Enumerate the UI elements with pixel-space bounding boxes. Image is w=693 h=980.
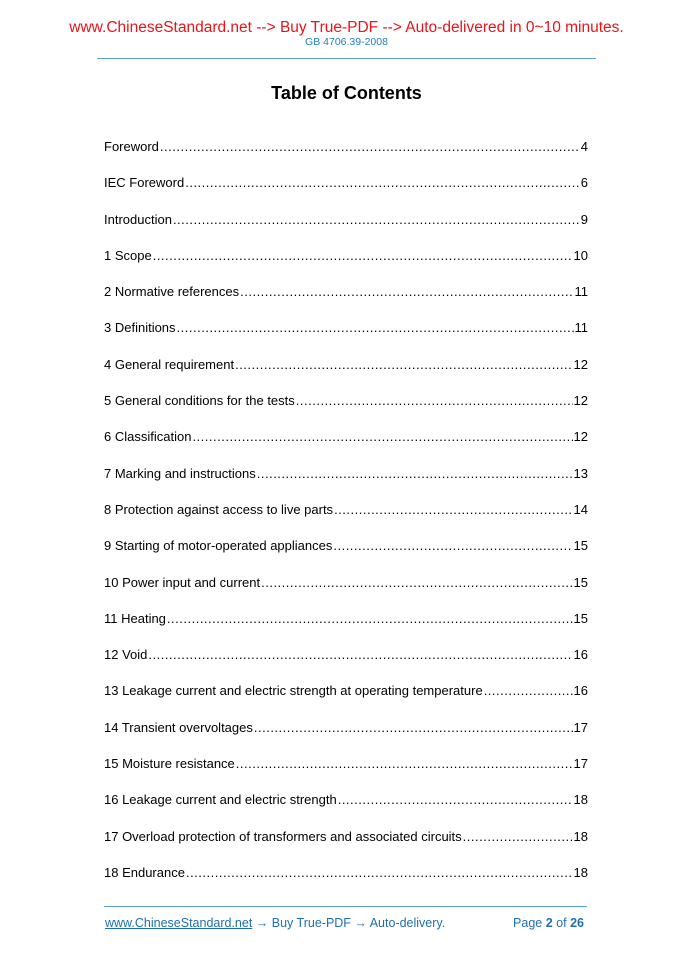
- page-word: Page: [513, 916, 543, 930]
- toc-entry-label: 7 Marking and instructions: [104, 465, 256, 481]
- toc-entry-label: 3 Definitions: [104, 320, 176, 336]
- toc-entry-label: IEC Foreword: [104, 175, 185, 191]
- toc-entry[interactable]: [104, 645, 588, 681]
- dot-leader: [257, 464, 573, 484]
- toc-entry-label: 14 Transient overvoltages: [104, 719, 253, 735]
- current-page-number: 2: [545, 916, 553, 930]
- page-title: Table of Contents: [271, 83, 422, 103]
- toc-entry-page: 6: [580, 175, 588, 191]
- toc-entry-label: 17 Overload protection of transformers and associated circuits: [104, 828, 462, 844]
- dot-leader: [192, 427, 572, 447]
- toc-entry-label: Introduction: [104, 211, 172, 227]
- dot-leader: [160, 137, 580, 157]
- toc-entry[interactable]: [104, 173, 588, 209]
- toc-entry[interactable]: [104, 500, 588, 536]
- footer-promo: [105, 916, 445, 931]
- toc-entry-page: 16: [573, 683, 588, 699]
- toc-entry[interactable]: [104, 318, 588, 354]
- toc-entry-page: 16: [573, 647, 588, 663]
- toc-entry[interactable]: [104, 246, 588, 282]
- toc-entry-label: 11 Heating: [104, 610, 166, 626]
- toc-entry-label: 2 Normative references: [104, 284, 240, 300]
- toc-entry-page: 10: [573, 247, 588, 263]
- toc-entry-page: 17: [573, 719, 588, 735]
- toc-entry-label: 18 Endurance: [104, 864, 185, 880]
- dot-leader: [167, 609, 573, 629]
- header-divider: [97, 58, 596, 59]
- dot-leader: [254, 718, 573, 738]
- toc-entry-page: 15: [573, 574, 588, 590]
- toc-entry-page: 13: [573, 465, 588, 481]
- toc-entry-label: 16 Leakage current and electric strength: [104, 792, 337, 808]
- document-code: GB 4706.39-2008: [305, 36, 388, 48]
- toc-entry-label: 1 Scope: [104, 247, 152, 263]
- footer-tagline: → Buy True-PDF → Auto-delivery.: [252, 916, 446, 930]
- toc-entry-label: 12 Void: [104, 647, 148, 663]
- toc-entry[interactable]: [104, 609, 588, 645]
- toc-entry[interactable]: [104, 355, 588, 391]
- dot-leader: [185, 173, 580, 193]
- toc-entry-page: 18: [573, 864, 588, 880]
- dot-leader: [261, 573, 572, 593]
- toc-entry[interactable]: [104, 718, 588, 754]
- footer-site-link[interactable]: www.ChineseStandard.net: [105, 916, 253, 930]
- toc-entry-page: 14: [573, 501, 588, 517]
- total-pages-number: 26: [570, 916, 584, 930]
- top-banner: www.ChineseStandard.net --> Buy True-PDF --> Auto-delivered in 0~10 minutes.: [69, 19, 624, 36]
- toc-entry-page: 12: [573, 429, 588, 445]
- dot-leader: [173, 210, 580, 230]
- page-indicator: [513, 916, 584, 931]
- toc-entry[interactable]: [104, 464, 588, 500]
- toc-entry-label: 6 Classification: [104, 429, 192, 445]
- toc-entry-page: 17: [573, 756, 588, 772]
- toc-entry[interactable]: [104, 536, 588, 572]
- toc-entry[interactable]: [104, 573, 588, 609]
- toc-entry-label: 9 Starting of motor-operated appliances: [104, 538, 333, 554]
- toc-entry[interactable]: [104, 391, 588, 427]
- dot-leader: [296, 391, 573, 411]
- dot-leader: [236, 754, 573, 774]
- toc-entry[interactable]: [104, 827, 588, 863]
- toc-entry-label: 15 Moisture resistance: [104, 756, 235, 772]
- dot-leader: [333, 536, 572, 556]
- toc-entry-label: 13 Leakage current and electric strength at operating temperature: [104, 683, 483, 699]
- dot-leader: [240, 282, 573, 302]
- toc-entry-page: 11: [574, 284, 588, 300]
- toc-entry-label: 8 Protection against access to live parts: [104, 501, 334, 517]
- dot-leader: [484, 681, 573, 701]
- toc-entry[interactable]: [104, 754, 588, 790]
- toc-entry-page: 9: [580, 211, 588, 227]
- table-of-contents: [104, 137, 588, 899]
- of-word: of: [556, 916, 567, 930]
- toc-entry[interactable]: [104, 681, 588, 717]
- dot-leader: [235, 355, 572, 375]
- footer-divider: [104, 906, 587, 907]
- toc-entry-page: 12: [573, 393, 588, 409]
- dot-leader: [153, 246, 573, 266]
- toc-entry-page: 15: [573, 538, 588, 554]
- dot-leader: [338, 790, 573, 810]
- toc-entry[interactable]: [104, 137, 588, 173]
- dot-leader: [463, 827, 573, 847]
- dot-leader: [177, 318, 574, 338]
- toc-entry-page: 15: [573, 610, 588, 626]
- toc-entry-page: 18: [573, 828, 588, 844]
- toc-entry-label: 5 General conditions for the tests: [104, 393, 295, 409]
- dot-leader: [148, 645, 572, 665]
- toc-entry[interactable]: [104, 790, 588, 826]
- toc-entry[interactable]: [104, 427, 588, 463]
- toc-entry[interactable]: [104, 210, 588, 246]
- toc-entry-label: 10 Power input and current: [104, 574, 261, 590]
- toc-entry[interactable]: [104, 863, 588, 899]
- toc-entry-page: 12: [573, 356, 588, 372]
- toc-entry-label: 4 General requirement: [104, 356, 235, 372]
- toc-entry-page: 18: [573, 792, 588, 808]
- toc-entry-page: 4: [580, 139, 588, 154]
- dot-leader: [186, 863, 573, 883]
- toc-entry-page: 11: [574, 320, 588, 336]
- toc-entry[interactable]: [104, 282, 588, 318]
- dot-leader: [334, 500, 572, 520]
- toc-entry-label: Foreword: [104, 139, 159, 154]
